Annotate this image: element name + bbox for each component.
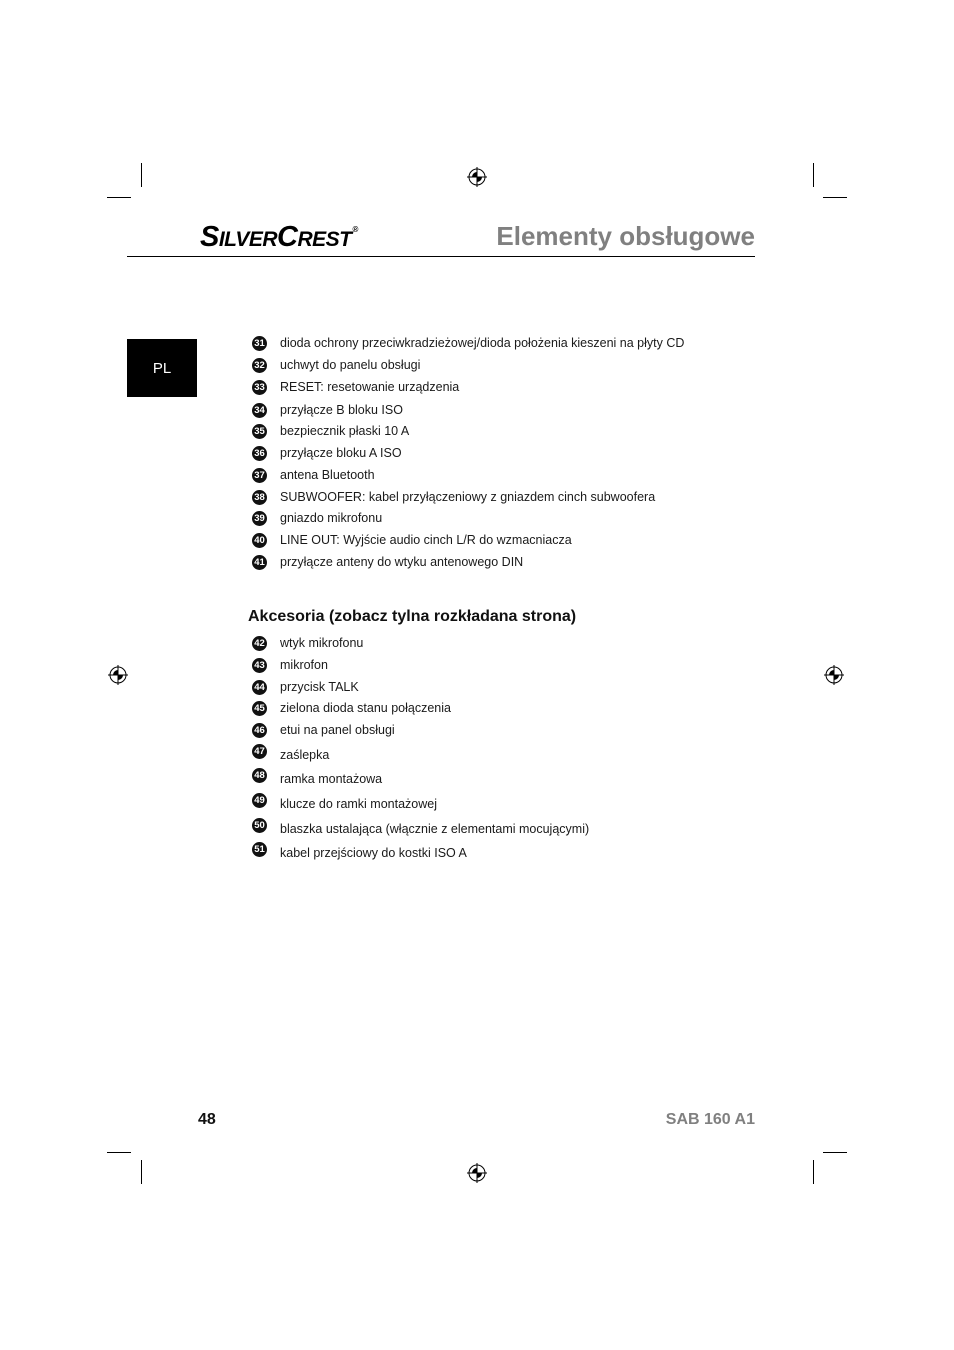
crop-mark-bottom-left-vertical xyxy=(141,1160,142,1184)
list-item xyxy=(252,378,459,396)
crop-mark-top-left-horizontal xyxy=(107,197,131,198)
item-number-badge: 40 xyxy=(252,533,267,548)
list-item xyxy=(252,531,572,549)
list-item xyxy=(252,509,382,527)
registration-mark-icon xyxy=(466,166,488,188)
list-item xyxy=(252,746,329,764)
list-item xyxy=(252,820,589,838)
logo-rest-ilver: ILVER xyxy=(218,228,278,251)
crop-mark-top-left-vertical xyxy=(141,163,142,187)
list-item xyxy=(252,795,437,813)
item-label: przycisk TALK xyxy=(280,680,359,694)
list-item xyxy=(252,356,420,374)
item-number-badge: 47 xyxy=(252,744,267,759)
item-label: LINE OUT: Wyjście audio cinch L/R do wzmacniacza xyxy=(280,533,572,547)
item-label: etui na panel obsługi xyxy=(280,723,395,737)
list-item xyxy=(252,488,655,506)
crop-mark-top-right-vertical xyxy=(813,163,814,187)
item-label: mikrofon xyxy=(280,658,328,672)
item-number-badge: 37 xyxy=(252,468,267,483)
crop-mark-bottom-right-horizontal xyxy=(823,1152,847,1153)
item-number-badge: 36 xyxy=(252,446,267,461)
item-number-badge: 42 xyxy=(252,636,267,651)
registration-mark-icon xyxy=(466,1162,488,1184)
item-number-badge: 39 xyxy=(252,511,267,526)
logo-registered-mark: ® xyxy=(352,225,358,234)
page-title: Elementy obsługowe xyxy=(496,221,755,251)
item-number-badge: 44 xyxy=(252,680,267,695)
item-label: bezpiecznik płaski 10 A xyxy=(280,424,410,438)
list-item xyxy=(252,634,363,652)
logo-initial-c: C xyxy=(277,221,298,253)
item-number-badge: 46 xyxy=(252,723,267,738)
item-label: zielona dioda stanu połączenia xyxy=(280,701,451,715)
item-number-badge: 32 xyxy=(252,358,267,373)
item-label: uchwyt do panelu obsługi xyxy=(280,358,421,372)
item-label: ramka montażowa xyxy=(280,772,383,786)
item-label: gniazdo mikrofonu xyxy=(280,511,383,525)
logo-initial-s: S xyxy=(200,221,219,253)
item-label: blaszka ustalająca (włącznie z elementami mocującymi) xyxy=(280,822,590,836)
silvercrest-logo xyxy=(200,221,358,254)
item-number-badge: 51 xyxy=(252,842,267,857)
item-number-badge: 48 xyxy=(252,768,267,783)
item-label: przyłącze anteny do wtyku antenowego DIN xyxy=(280,555,524,569)
crop-mark-top-right-horizontal xyxy=(823,197,847,198)
crop-mark-bottom-left-horizontal xyxy=(107,1152,131,1153)
item-number-badge: 38 xyxy=(252,490,267,505)
list-item xyxy=(252,466,375,484)
list-item xyxy=(252,721,395,739)
registration-mark-icon xyxy=(107,664,129,686)
item-label: zaślepka xyxy=(280,748,330,762)
list-item xyxy=(252,553,523,571)
item-number-badge: 43 xyxy=(252,658,267,673)
item-number-badge: 34 xyxy=(252,403,267,418)
item-label: przyłącze B bloku ISO xyxy=(280,403,403,417)
list-item xyxy=(252,401,403,419)
item-label: RESET: resetowanie urządzenia xyxy=(280,380,460,394)
model-name: SAB 160 A1 xyxy=(665,1111,755,1128)
list-item xyxy=(252,699,451,717)
item-label: wtyk mikrofonu xyxy=(280,636,364,650)
item-label: kabel przejściowy do kostki ISO A xyxy=(280,846,467,860)
list-item xyxy=(252,678,359,696)
language-tab-label: PL xyxy=(152,359,172,377)
item-label: antena Bluetooth xyxy=(280,468,375,482)
item-number-badge: 31 xyxy=(252,336,267,351)
item-number-badge: 45 xyxy=(252,701,267,716)
accessories-heading: Akcesoria (zobacz tylna rozkładana strona) xyxy=(248,608,577,625)
item-number-badge: 33 xyxy=(252,380,267,395)
language-tab xyxy=(127,339,197,397)
header-divider xyxy=(127,256,755,257)
item-number-badge: 35 xyxy=(252,424,267,439)
list-item xyxy=(252,444,402,462)
page-number: 48 xyxy=(198,1111,216,1128)
list-item xyxy=(252,334,684,352)
item-number-badge: 41 xyxy=(252,555,267,570)
item-label: dioda ochrony przeciwkradzieżowej/dioda położenia kieszeni na płyty CD xyxy=(280,336,685,350)
item-number-badge: 49 xyxy=(252,793,267,808)
crop-mark-bottom-right-vertical xyxy=(813,1160,814,1184)
item-label: klucze do ramki montażowej xyxy=(280,797,438,811)
item-label: SUBWOOFER: kabel przyłączeniowy z gniazdem cinch subwoofera xyxy=(280,490,656,504)
list-item xyxy=(252,422,409,440)
list-item xyxy=(252,656,328,674)
item-label: przyłącze bloku A ISO xyxy=(280,446,402,460)
list-item xyxy=(252,844,467,862)
list-item xyxy=(252,770,382,788)
logo-rest-rest: REST xyxy=(297,228,352,251)
registration-mark-icon xyxy=(823,664,845,686)
item-number-badge: 50 xyxy=(252,818,267,833)
